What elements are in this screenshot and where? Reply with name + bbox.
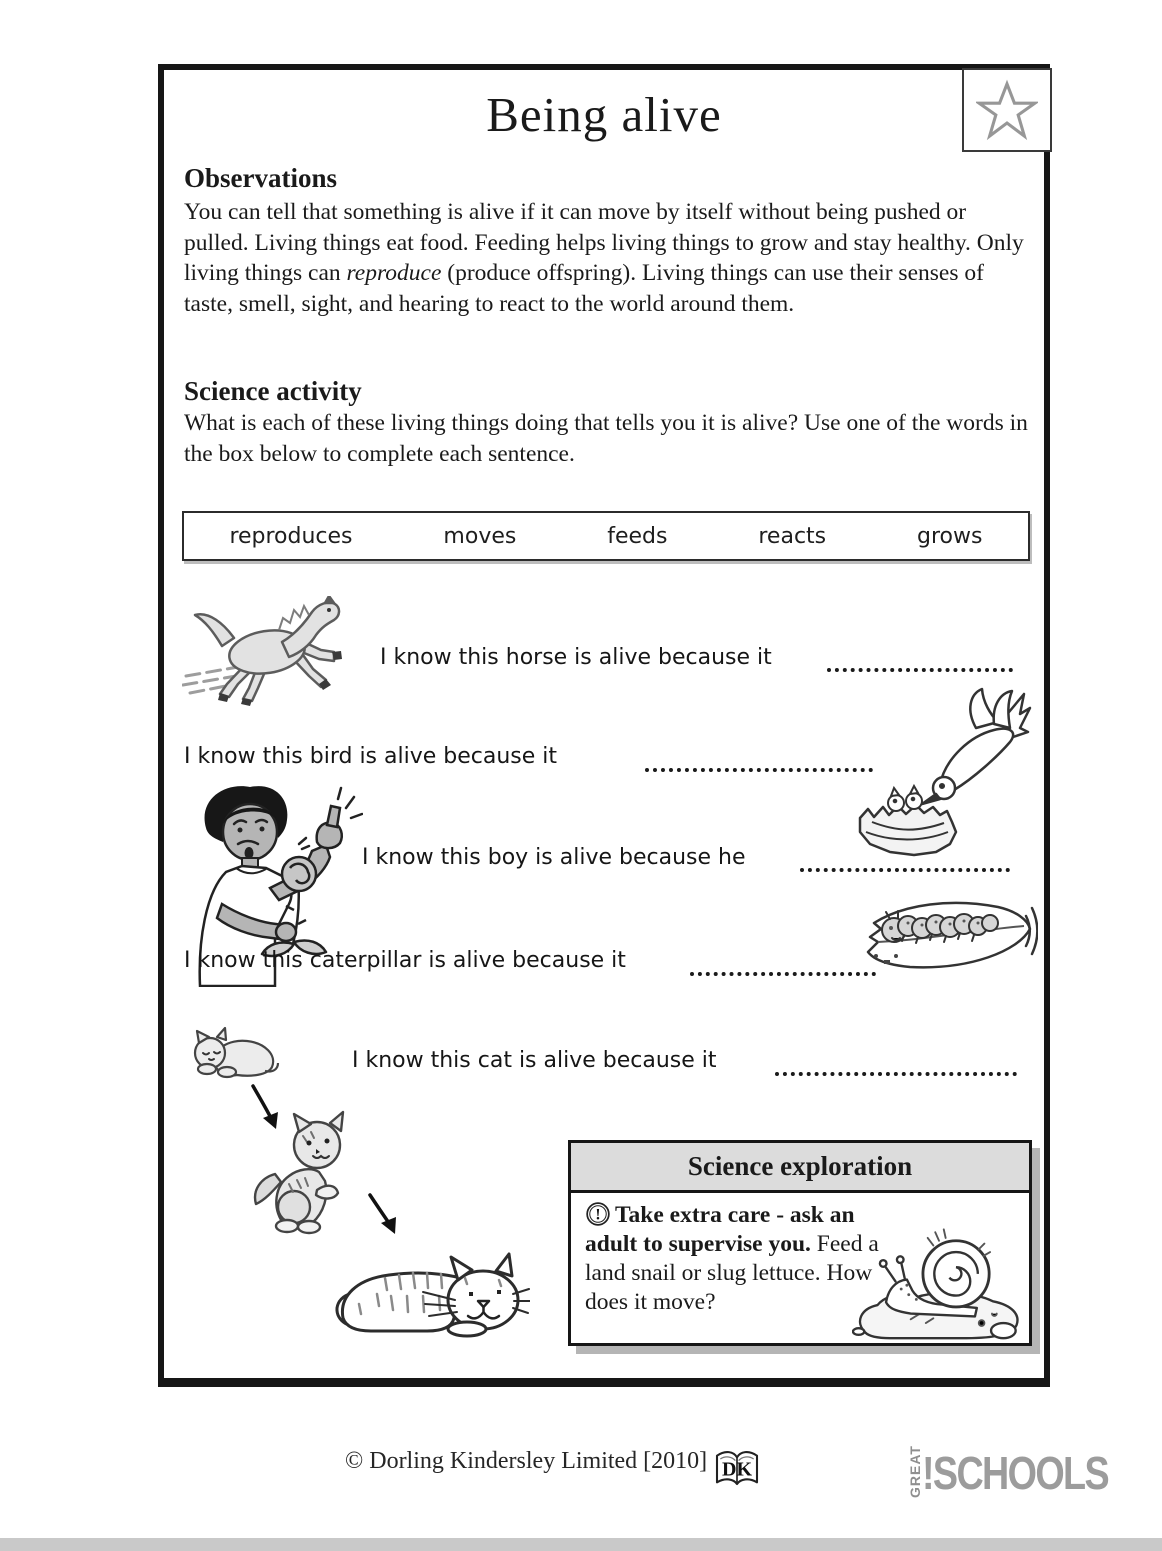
observations-text-1: You can tell that something is alive if it can move by itself without being pushed or pulled. Living things eat food. Feeding helps living things to grow and stay healthy. Only living things can	[184, 199, 1024, 286]
svg-text:DK: DK	[722, 1458, 752, 1481]
word-bank-item: moves	[443, 523, 517, 549]
question-horse-text: I know this horse is alive because it	[380, 645, 772, 670]
word-bank-item: reproduces	[229, 523, 353, 549]
question-boy-text: I know this boy is alive because he	[362, 845, 746, 870]
science-exploration-box	[568, 1140, 1032, 1346]
page-title: Being alive	[486, 87, 722, 142]
copyright-text: © Dorling Kindersley Limited [2010]	[345, 1448, 708, 1474]
exploration-warning-text: Take extra care - ask an adult to supervise you.	[585, 1202, 855, 1257]
word-bank-box	[182, 511, 1030, 561]
observations-paragraph	[184, 197, 1036, 319]
bird-and-nest-illustration	[852, 686, 1032, 858]
question-bird-text: I know this bird is alive because it	[184, 744, 558, 769]
observations-italic-word: reproduce	[346, 260, 442, 286]
science-activity-heading: Science activity	[184, 376, 362, 406]
observations-heading: Observations	[184, 163, 338, 193]
science-exploration-heading: Science exploration	[571, 1143, 1029, 1193]
kitten-sleeping-illustration	[185, 1015, 280, 1080]
exploration-instruction: Feed a land snail or slug lettuce. How does it move?	[585, 1231, 879, 1315]
science-activity-paragraph: What is each of these living things doing that tells you it is alive? Use one of the words in the box below to complete each sentence.	[184, 410, 1028, 467]
scan-edge-strip	[0, 1538, 1162, 1551]
star-box	[962, 68, 1052, 152]
star-icon	[976, 79, 1038, 141]
exploration-warning	[585, 1202, 855, 1257]
snail-on-rock-illustration	[852, 1219, 1027, 1341]
science-exploration-body	[571, 1193, 1029, 1343]
word-bank-item: grows	[917, 523, 983, 549]
dk-logo	[712, 1442, 762, 1496]
caterpillar-illustration	[848, 890, 1038, 985]
answer-blank-bird[interactable]	[645, 768, 873, 772]
answer-blank-cat[interactable]	[775, 1072, 1017, 1076]
caution-icon	[585, 1201, 611, 1227]
question-cat-text: I know this cat is alive because it	[352, 1048, 717, 1073]
question-caterpillar-text: I know this caterpillar is alive because it	[184, 948, 626, 973]
horse-illustration	[182, 596, 377, 711]
growth-arrow-icon	[362, 1192, 412, 1242]
svg-text:!: !	[595, 1206, 601, 1224]
observations-text-2: (produce offspring). Living things can use their senses of taste, smell, sight, and hearing to react to the world around them.	[184, 260, 984, 317]
greatschools-logo	[907, 1445, 1149, 1499]
answer-blank-horse[interactable]	[827, 668, 1013, 672]
word-bank-item: reacts	[758, 523, 827, 549]
answer-blank-boy[interactable]	[800, 868, 1010, 872]
word-bank-item: feeds	[607, 523, 668, 549]
kitten-sitting-illustration	[245, 1110, 360, 1235]
adult-cat-illustration	[315, 1238, 530, 1338]
greatschools-main-text: !SCHOOLS	[922, 1447, 1108, 1499]
greatschools-vertical-text: GREAT	[907, 1445, 923, 1498]
